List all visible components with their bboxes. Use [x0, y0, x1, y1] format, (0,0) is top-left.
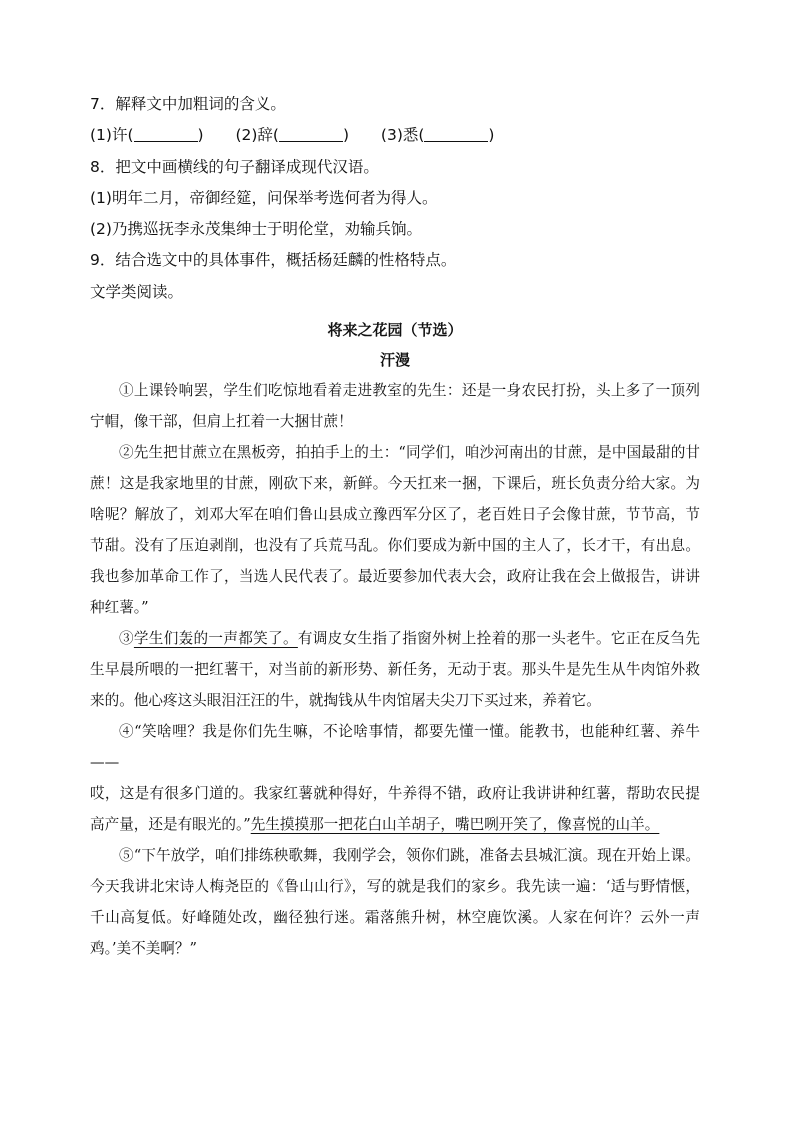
paragraph-3-rest: 有调皮女生指了指窗外树上拴着的那一头老牛。它正在反刍先生早晨所喂的一把红薯干，对当前的新形势、新任务，无动于衷。那头牛是先生从牛肉馆外救来的。他心疼这头眼泪汪汪的牛，就掏钱从牛肉馆屠夫尖刀下买过来，养着它。: [90, 630, 700, 710]
paragraph-3: [90, 623, 700, 716]
paragraph-2: ②先生把甘蔗立在黑板旁，拍拍手上的土：“同学们，咱沙河南出的甘蔗，是中国最甜的甘蔗！这是我家地里的甘蔗，刚砍下来，新鲜。今天扛来一捆，下课后，班长负责分给大家。为啥呢？解放了，刘邓大军在咱们鲁山县成立豫西军分区了，老百姓日子会像甘蔗，节节高，节节甜。没有了压迫剥削，也没有了兵荒马乱。你们要成为新中国的主人了，长才干，有出息。我也参加革命工作了，当选人民代表了。最近要参加代表大会，政府让我在会上做报告，讲讲种红薯。”: [90, 444, 700, 617]
q7-item-1-label: (1)许(: [90, 126, 134, 145]
q7-item-3-close: ): [488, 126, 495, 145]
question-7: 7．解释文中加粗词的含义。: [90, 95, 286, 113]
paragraph-1: ①上课铃响罢，学生们吃惊地看着走进教室的先生：还是一身农民打扮，头上多了一顶列宁帽，像干部，但肩上扛着一大捆甘蔗！: [90, 382, 700, 431]
paragraph-5: ⑤“下午放学，咱们排练秧歌舞，我刚学会，领你们跳，准备去县城汇演。现在开始上课。今天我讲北宋诗人梅尧臣的《鲁山山行》，写的就是我们的家乡。我先读一遍：‘适与野情惬，千山高复低。好峰随处改，幽径独行迷。霜落熊升树，林空鹿饮溪。人家在何许？云外一声鸡。’美不美啊？”: [90, 847, 700, 958]
q7-item-2-label: (2)辞(: [235, 126, 279, 145]
question-7-items: [90, 120, 700, 151]
question-8: 8．把文中画横线的句子翻译成现代汉语。: [90, 157, 379, 176]
article-author: 汗漫: [379, 351, 410, 370]
q7-item-3-label: (3)悉(: [380, 126, 425, 145]
section-heading: 文学类阅读。: [90, 282, 184, 301]
paragraph-4-line-2: [90, 778, 700, 840]
paragraph-4-line-1: ④“笑啥哩？我是你们先生嘛，不论啥事情，都要先懂一懂。能教书，也能种红薯、养牛——: [90, 723, 700, 772]
q7-item-3-blank[interactable]: [424, 125, 488, 142]
paragraph-4-text: 哎，这是有很多门道的。我家红薯就种得好，牛养得不错，政府让我讲讲种红薯，帮助农民提高产量，还是有眼光的。”: [90, 785, 700, 834]
question-8-item-2: (2)乃携巡抚李永茂集绅士于明伦堂，劝输兵饷。: [90, 220, 422, 239]
q7-item-2-blank[interactable]: [279, 125, 343, 142]
underlined-sentence-1: 学生们轰的一声都笑了。: [133, 630, 298, 648]
page-content: [90, 89, 700, 964]
underlined-sentence-2: 先生摸摸那一把花白山羊胡子，嘴巴咧开笑了，像喜悦的山羊。: [250, 816, 660, 834]
q7-item-1-blank[interactable]: [134, 125, 198, 142]
paragraph-3-number: ③: [119, 630, 134, 648]
question-8-item-1: (1)明年二月，帝御经筵，问保举考选何者为得人。: [90, 188, 438, 207]
q7-item-1-close: ): [197, 126, 204, 145]
question-9: 9．结合选文中的具体事件，概括杨廷麟的性格特点。: [90, 251, 457, 270]
q7-item-2-close: ): [342, 126, 350, 145]
article-title: 将来之花园（节选）: [327, 321, 463, 340]
